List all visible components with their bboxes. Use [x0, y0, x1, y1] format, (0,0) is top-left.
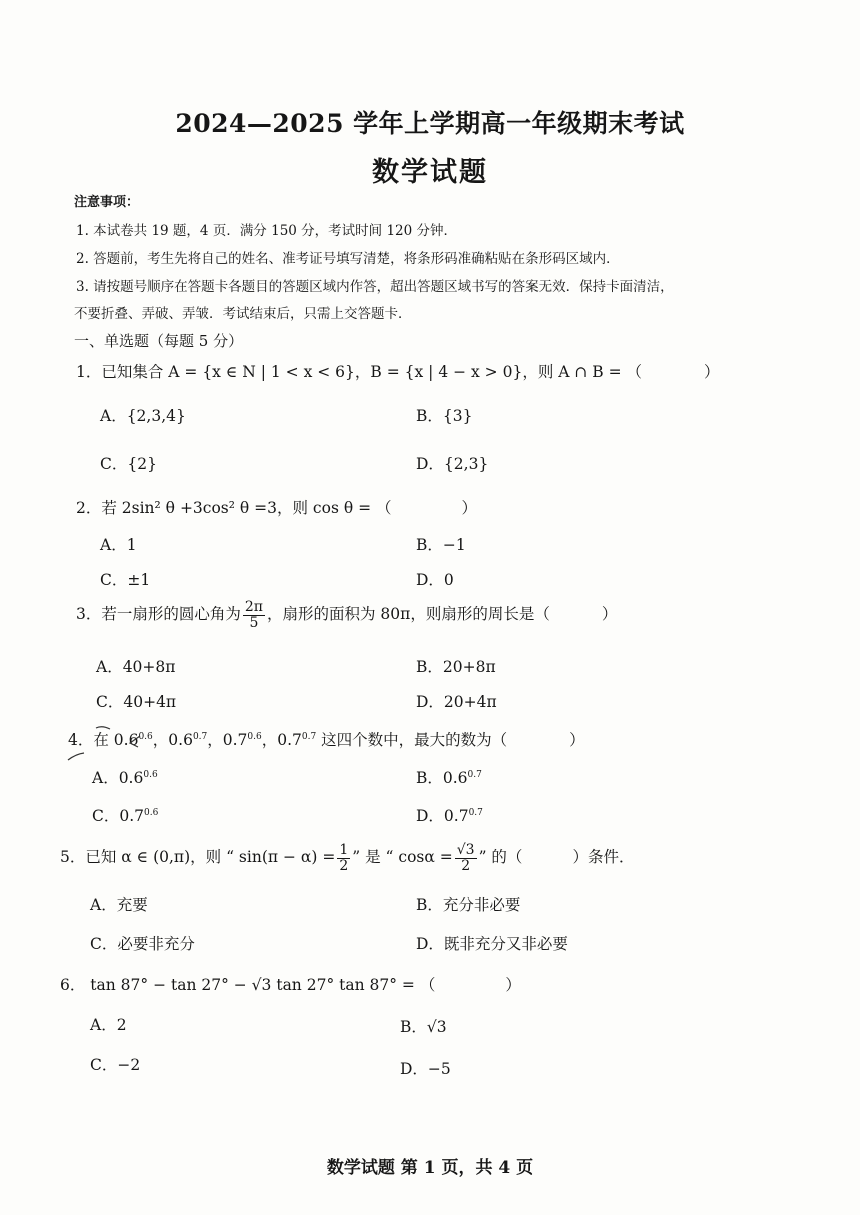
question-1-close: ）	[704, 363, 720, 381]
section-heading: 一、单选题（每题 5 分）	[74, 332, 244, 350]
exam-subtitle: 数学试题	[372, 157, 488, 188]
option-d: D．0	[416, 571, 454, 589]
question-2-close: ）	[461, 499, 478, 517]
question-1-stem: 1．已知集合 A = {x ∈ N | 1 < x < 6}，B = {x | 4 − x > 0}，则 A ∩ B = （	[76, 363, 643, 381]
question-4: 4．在 $0.6^{0.6}$，$0.6^{0.7}$，$0.7^{0.6}$，$0.7^{0.7}$ 这四个数中，最大的数为（ ）	[68, 731, 585, 749]
option-b: B．充分非必要	[416, 896, 521, 914]
option-c: C．$0.7^{0.6}$	[92, 807, 159, 825]
question-1	[76, 360, 720, 382]
fraction: $\frac{2\pi}{5}$	[244, 599, 263, 631]
note-item: 不要折叠、弄破、弄皱．考试结束后，只需上交答题卡．	[74, 306, 412, 322]
notes-heading: 注意事项：	[74, 195, 140, 210]
question-5: 5．已知 α ∈ (0,π)，则 “ sin(π − α) = $\frac{1}{2}$ ” 是 “ cosα = $\frac{√3}{2}$ ” 的（ ）条件．	[60, 842, 635, 874]
option-d: D．20+4π	[416, 693, 497, 711]
option-a: A．40+8π	[96, 658, 176, 676]
option-d: D．{2,3}	[416, 455, 489, 473]
note-item: 2. 答题前，考生先将自己的姓名、准考证号填写清楚，将条形码准确粘贴在条形码区域内．	[76, 251, 620, 267]
option-d: D．$0.7^{0.7}$	[416, 807, 483, 825]
option-b: B．{3}	[416, 407, 473, 425]
option-c: C．±1	[100, 571, 151, 589]
page-footer: 数学试题 第 1 页，共 4 页	[326, 1158, 534, 1178]
exam-title: 2024—2025 学年上学期高一年级期末考试	[175, 109, 685, 138]
option-b: B．−1	[416, 536, 466, 554]
note-item: 3. 请按题号顺序在答题卡各题目的答题区域内作答，超出答题区域书写的答案无效．保持卡面清洁，	[76, 279, 674, 295]
option-d: D．−5	[400, 1060, 451, 1078]
question-2-stem: 2．若 2sin² θ +3cos² θ =3，则 cos θ = （	[76, 499, 392, 517]
option-c: C．40+4π	[96, 693, 177, 711]
option-a: A．1	[100, 536, 137, 554]
option-b: B．$0.6^{0.7}$	[416, 769, 482, 787]
option-a: A．$0.6^{0.6}$	[92, 769, 158, 787]
question-3-stem-tail: ，扇形的面积为 80π，则扇形的周长是（	[266, 605, 550, 624]
option-c: C．−2	[90, 1056, 141, 1074]
pencil-mark	[62, 720, 152, 770]
option-a: A．{2,3,4}	[100, 407, 186, 425]
option-b: B．20+8π	[416, 658, 496, 676]
question-3	[76, 600, 617, 630]
option-a: A．2	[90, 1016, 127, 1034]
question-6: 6． tan 87° − tan 27° − √3 tan 27° tan 87° = （ ）	[60, 976, 521, 994]
question-2	[76, 496, 477, 518]
option-c: C．必要非充分	[90, 935, 195, 953]
note-item: 1. 本试卷共 19 题，4 页．满分 150 分，考试时间 120 分钟．	[76, 223, 458, 239]
option-c: C．{2}	[100, 455, 157, 473]
fraction: $\frac{1}{2}$	[339, 842, 349, 874]
option-b: B．√3	[400, 1018, 447, 1036]
option-a: A．充要	[90, 896, 148, 914]
option-d: D．既非充分又非必要	[416, 935, 568, 953]
fraction: $\frac{√3}{2}$	[456, 842, 475, 874]
question-3-stem: 3．若一扇形的圆心角为	[76, 605, 241, 624]
question-3-close: ）	[601, 605, 618, 624]
